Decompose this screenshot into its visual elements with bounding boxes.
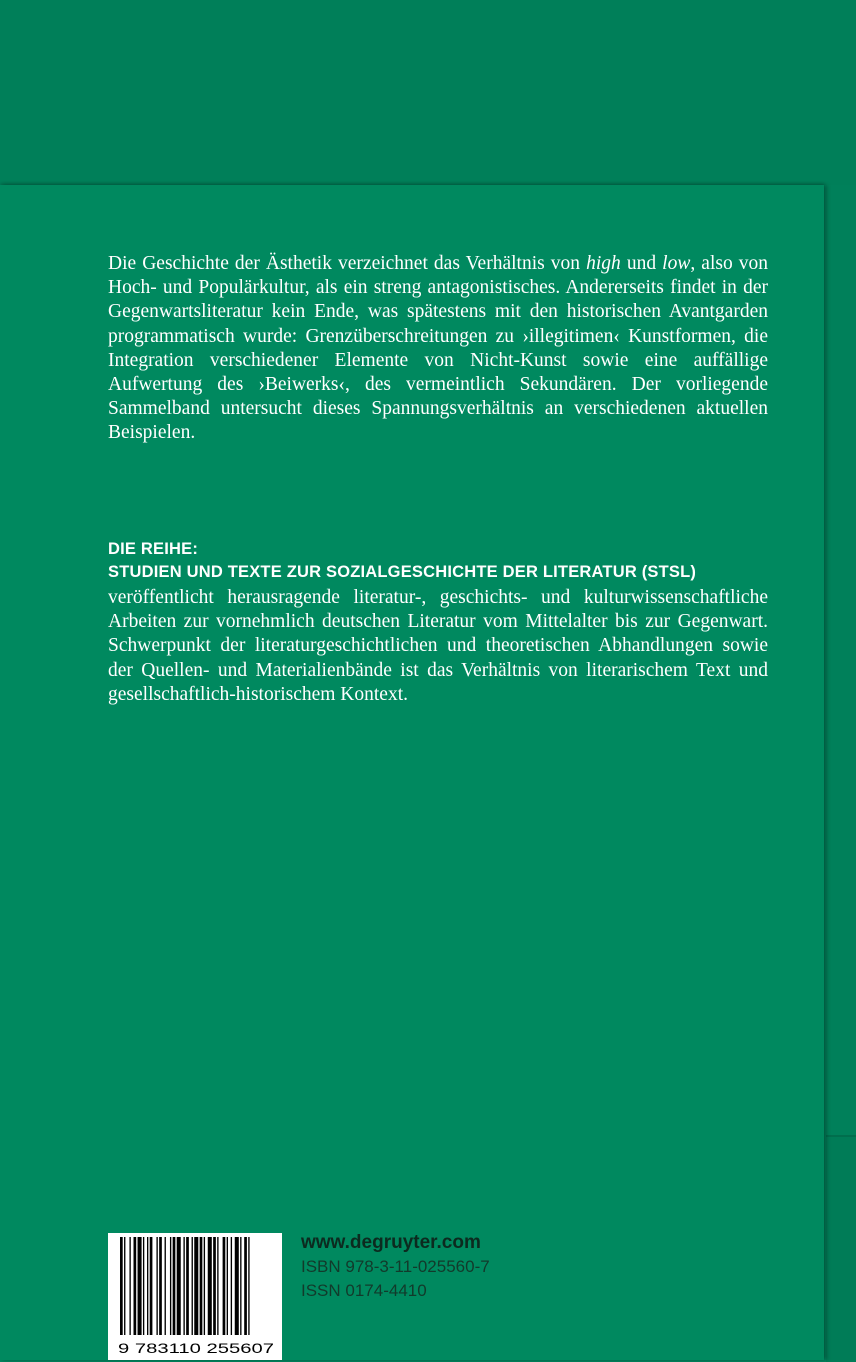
- description-paragraph: [108, 252, 768, 446]
- barcode-bar: [165, 1237, 166, 1335]
- barcode-bar: [248, 1237, 249, 1335]
- barcode-bar: [129, 1237, 130, 1335]
- publisher-url[interactable]: www.degruyter.com: [301, 1232, 481, 1253]
- description-text-b: und: [620, 253, 663, 274]
- barcode-bar: [227, 1237, 228, 1335]
- barcode-bar: [235, 1237, 239, 1335]
- barcode-bar: [138, 1237, 142, 1335]
- series-heading-label: DIE REIHE:: [108, 540, 199, 558]
- barcode-bar: [200, 1237, 203, 1335]
- barcode-digits: 9 783110 255607: [118, 1340, 275, 1356]
- barcode-bar: [192, 1237, 193, 1335]
- description-text-c: , also von Hoch- und Populärkultur, als ein streng antagonistisches. Andererseits findet in der Gegenwartsliteratur kein Ende, was spätestens mit den historischen Avantgarden programmatisch wurde: Grenzüberschreitungen zu ›illegitimen‹ Kunstformen, die Integration verschiedener Elemente von Nicht-Kunst sowie eine auffällige Aufwertung des ›Beiwerks‹, des vermeintlich Sekundären. Der vorliegende Sammelband untersucht dieses Spannungsverhältnis an verschiedenen aktuellen Beispielen.: [108, 253, 769, 444]
- barcode-bar: [204, 1237, 205, 1335]
- barcode-bar: [231, 1237, 232, 1335]
- barcode-bar: [217, 1237, 218, 1335]
- barcode-bar: [143, 1237, 144, 1335]
- isbn-number: ISBN 978-3-11-025560-7: [301, 1257, 490, 1276]
- barcode-bar: [170, 1237, 171, 1335]
- top-background-band: [0, 0, 856, 185]
- barcode-bar: [150, 1237, 153, 1335]
- description-term-low: low: [662, 253, 691, 274]
- barcode-bar: [240, 1237, 241, 1335]
- publisher-info: [301, 1231, 621, 1302]
- series-heading: [108, 538, 788, 584]
- barcode-bar: [186, 1237, 189, 1335]
- barcode-bar: [156, 1237, 157, 1335]
- description-term-high: high: [586, 253, 621, 274]
- series-heading-title: STUDIEN UND TEXTE ZUR SOZIALGESCHICHTE DER LITERATUR (STSL): [108, 563, 697, 581]
- book-description: [108, 252, 768, 446]
- barcode-bar: [213, 1237, 216, 1335]
- barcode-bar: [244, 1237, 247, 1335]
- barcode-graphic: [108, 1233, 282, 1360]
- barcode-bar: [159, 1237, 162, 1335]
- description-text-a: Die Geschichte der Ästhetik verzeichnet das Verhältnis von: [108, 253, 587, 274]
- barcode-bar: [177, 1237, 181, 1335]
- issn-number: ISSN 0174-4410: [301, 1280, 427, 1300]
- right-background-band-lower: [826, 1135, 856, 1362]
- barcode-bar: [194, 1237, 198, 1335]
- isbn-barcode: [108, 1233, 282, 1360]
- barcode-bar: [134, 1237, 137, 1335]
- barcode-bar: [183, 1237, 184, 1335]
- barcode-bar: [208, 1237, 212, 1335]
- barcode-bar: [147, 1237, 148, 1335]
- barcode-bar: [173, 1237, 176, 1335]
- barcode-bar: [223, 1237, 226, 1335]
- barcode-bar: [124, 1237, 125, 1335]
- series-description: veröffentlicht herausragende literatur-, geschichts- und kulturwissenschaftliche Arbeiten zur vornehmlich deutschen Literatur vom Mittelalter bis zur Gegenwart. Schwerpunkt der literaturgeschichtlichen und theoretischen Abhandlungen sowie der Quellen- und Materialienbände ist das Verhältnis von literarischem Text und gesellschaftlich-historischem Kontext.: [108, 587, 768, 705]
- barcode-bar: [120, 1237, 123, 1335]
